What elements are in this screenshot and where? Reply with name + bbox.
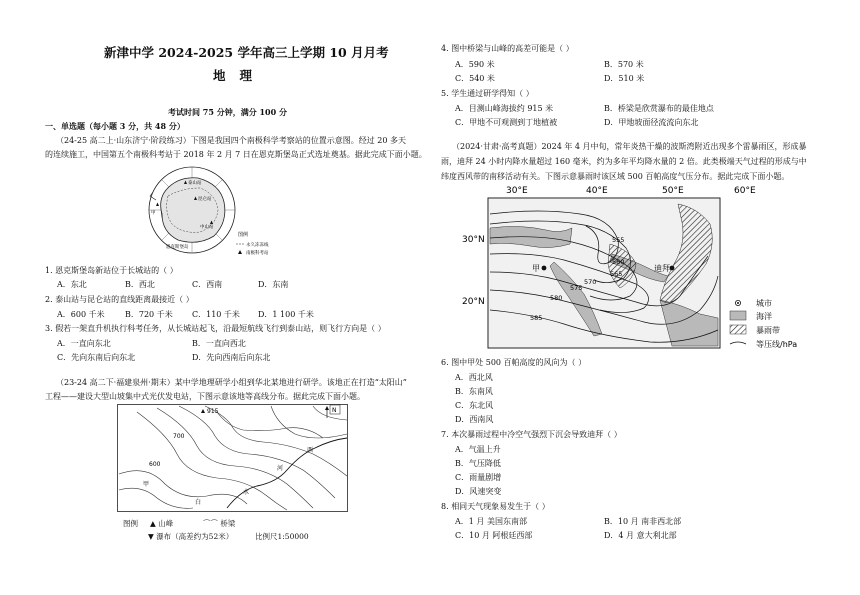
- q4-option-c: C．540 米: [455, 74, 495, 83]
- q7-option-d: D．风速突变: [455, 487, 502, 496]
- section-heading: 一、单选题（每小题 3 分，共 48 分）: [45, 121, 185, 131]
- isobar-label-580: 580: [550, 294, 563, 302]
- q7-text: 本次暴雨过程中冷空气强烈下沉会导致迪拜（ ）: [451, 430, 622, 439]
- antarctic-station-map: [148, 162, 278, 262]
- contour-700-label: 700: [173, 433, 185, 440]
- q8-number: 8.: [441, 502, 449, 511]
- isobar-label-555: 555: [612, 236, 625, 244]
- map-label-enkesi: 恩克斯堡岛: [166, 245, 189, 250]
- subject-title: 地理: [213, 68, 267, 83]
- contour-legend-bridge-text: 桥梁: [220, 519, 236, 528]
- q4-option-d: D．510 米: [604, 74, 645, 83]
- q6-number: 6.: [441, 358, 449, 367]
- q7-number: 7.: [441, 430, 449, 439]
- q4-text: 图中桥梁与山峰的高差可能是（ ）: [451, 44, 574, 53]
- q6-text: 图中甲处 500 百帕高度的风向为（ ）: [451, 358, 587, 367]
- waterfall-icon: ▼: [148, 532, 154, 541]
- q2-option-a: A．600 千米: [57, 310, 105, 319]
- map-legend-permafrost: 永久冻冻线: [246, 243, 269, 248]
- legend-storm: 暴雨带: [756, 326, 780, 335]
- q8-stem: [441, 501, 550, 512]
- q1-stem: [45, 265, 178, 276]
- city-label-jia: 甲: [532, 264, 540, 273]
- q4-option-a: A．590 米: [455, 60, 495, 69]
- map-label-kunlun: 昆仑站: [198, 197, 212, 202]
- group3-intro-line3: 纬度西风带的南移活动有关。下图示意暴雨时该区域 500 百帕高度气压分布。据此完成下面小题。: [441, 172, 790, 181]
- q1-option-d: D．东南: [258, 280, 289, 289]
- q5-number: 5.: [441, 89, 449, 98]
- q8-option-a: A．1 月 美国东南部: [455, 517, 527, 526]
- q5-stem: [441, 88, 534, 99]
- q8-option-d: D．4 月 意大利北部: [604, 531, 677, 540]
- legend-city: 城市: [756, 299, 772, 308]
- q4-stem: [441, 43, 574, 54]
- q7-option-c: C．雨量剧增: [455, 473, 502, 482]
- legend-sea: 海洋: [756, 312, 772, 321]
- map-legend-station: 南极科考站: [246, 251, 269, 256]
- map-label-zhongshan: 中山站: [200, 225, 214, 230]
- q4-option-b: B．570 米: [604, 60, 644, 69]
- lon-label-60e: 60°E: [734, 186, 756, 196]
- exam-info: 考试时间 75 分钟，满分 100 分: [168, 107, 287, 117]
- contour-legend-waterfall-text: 瀑布（高差约为52米）: [156, 532, 234, 541]
- q3-stem: [45, 323, 386, 334]
- q3-number: 3.: [45, 324, 53, 333]
- q6-option-c: C．东北风: [455, 401, 494, 410]
- q1-text: 恩克斯堡岛新站位于长城站的（ ）: [55, 266, 178, 275]
- group3-intro-line2: 雨，迪拜 24 小时内降水量超过 160 毫米，约为多年平均降水量的 2 倍。此类极端天气过程的形成与中: [441, 157, 807, 166]
- q8-option-c: C．10 月 阿根廷西部: [455, 531, 533, 540]
- contour-scale: 比例尺1:50000: [255, 532, 309, 541]
- q5-option-d: D．甲地坡面径流流向东北: [604, 118, 699, 127]
- contour-jia-label: 甲: [143, 481, 150, 488]
- q7-stem: [441, 429, 622, 440]
- peak-icon: ▲: [150, 519, 156, 528]
- contour-600-label: 600: [149, 461, 161, 468]
- q5-option-a: A．目测山峰海拔约 915 米: [455, 104, 554, 113]
- q7-option-a: A．气温上升: [455, 445, 501, 454]
- q1-option-b: B．西北: [125, 280, 155, 289]
- q6-option-d: D．西南风: [455, 415, 494, 424]
- q2-option-b: B．720 千米: [125, 310, 173, 319]
- q3-option-a: A．一直向东北: [57, 339, 111, 348]
- q2-stem: [45, 294, 194, 305]
- q3-option-b: B．一直向西北: [192, 339, 246, 348]
- bridge-icon: ⌒⌒: [203, 519, 218, 528]
- isobar-label-570: 570: [584, 278, 597, 286]
- q4-number: 4.: [441, 44, 449, 53]
- q3-option-d: D．先向西南后向东北: [192, 353, 271, 362]
- pressure-map: [460, 184, 825, 354]
- q5-text: 学生通过研学得知（ ）: [451, 89, 534, 98]
- q2-text: 泰山站与昆仑站的直线距离最接近（ ）: [55, 295, 194, 304]
- isobar-label-575: 575: [570, 284, 583, 292]
- isobar-label-560: 560: [612, 258, 625, 266]
- q1-number: 1.: [45, 266, 53, 275]
- lat-label-20n: 20°N: [462, 297, 485, 307]
- q5-option-b: B．桥梁是欣赏瀑布的最佳地点: [604, 104, 714, 113]
- q3-option-c: C．先向东南后向东北: [57, 353, 136, 362]
- q3-text: 假若一架直升机执行科考任务，从长城站起飞，沿最短航线飞行到泰山站，则飞行方向是（ ）: [55, 324, 386, 333]
- lon-label-50e: 50°E: [662, 186, 684, 196]
- group2-intro-line2: 工程——建设大型山坡集中式光伏发电站，下图示意该地等高线分布。据此完成下面小题。: [45, 392, 365, 401]
- q6-option-b: B．东南风: [455, 387, 493, 396]
- exam-title: 新津中学 2024-2025 学年高三上学期 10 月月考: [104, 45, 389, 60]
- group1-intro-line2: 的连续施工，中国第五个南极科考站于 2018 年 2 月 7 日在恩克斯堡岛正式选址奠基。据此完成下面小题。: [45, 150, 427, 159]
- group1-intro-line1: （24-25 高二上·山东济宁·阶段练习）下图是我国四个南极科学考察站的位置示意图。经过 20 多天: [56, 136, 406, 145]
- contour-peak-label: 915: [207, 408, 219, 415]
- isobar-label-565: 565: [610, 270, 623, 278]
- lat-label-30n: 30°N: [462, 235, 485, 245]
- contour-legend-peak: [150, 518, 173, 529]
- q5-option-c: C．甲地不可观测到丁地植被: [455, 118, 558, 127]
- city-label-dubai: 迪拜: [654, 264, 670, 273]
- q8-option-b: B．10 月 南非西北部: [604, 517, 682, 526]
- q6-stem: [441, 357, 586, 368]
- contour-white-label: 白: [195, 499, 202, 506]
- q1-option-a: A．东北: [57, 280, 87, 289]
- q2-number: 2.: [45, 295, 53, 304]
- lon-label-30e: 30°E: [506, 186, 528, 196]
- contour-west-label: 西: [307, 447, 314, 454]
- contour-water-label: 水: [243, 489, 250, 496]
- q2-option-d: D．1 100 千米: [258, 310, 314, 319]
- q1-option-c: C．西南: [192, 280, 223, 289]
- map-legend-title: 图例: [238, 232, 249, 238]
- lon-label-40e: 40°E: [586, 186, 608, 196]
- q6-option-a: A．西北风: [455, 373, 493, 382]
- contour-legend-peak-text: 山峰: [158, 519, 174, 528]
- contour-legend-waterfall: [148, 531, 233, 542]
- north-arrow-label: N: [332, 407, 337, 414]
- q7-option-b: B．气压降低: [455, 459, 501, 468]
- group2-intro-line1: （23-24 高二下·福建泉州·期末）某中学地理研学小组到华北某地进行研学。该地正在打造“太阳山”: [56, 378, 407, 387]
- contour-map: [117, 404, 349, 516]
- q8-text: 相同天气现象易发生于（ ）: [451, 502, 550, 511]
- map-label-jia: 甲: [151, 211, 156, 216]
- group3-intro-line1: （2024·甘肃·高考真题）2024 年 4 月中旬，常年炎热干燥的波斯湾附近出现多个雷暴雨区，形成暴: [452, 142, 807, 151]
- isobar-label-585: 585: [530, 314, 543, 322]
- contour-legend-title: 图例: [123, 519, 138, 528]
- legend-isobar: 等压线/hPa: [756, 340, 798, 349]
- contour-legend-bridge: [203, 518, 235, 529]
- q2-option-c: C．110 千米: [192, 310, 240, 319]
- map-label-taishan: 泰山站: [188, 181, 202, 186]
- contour-river-label: 河: [277, 465, 284, 472]
